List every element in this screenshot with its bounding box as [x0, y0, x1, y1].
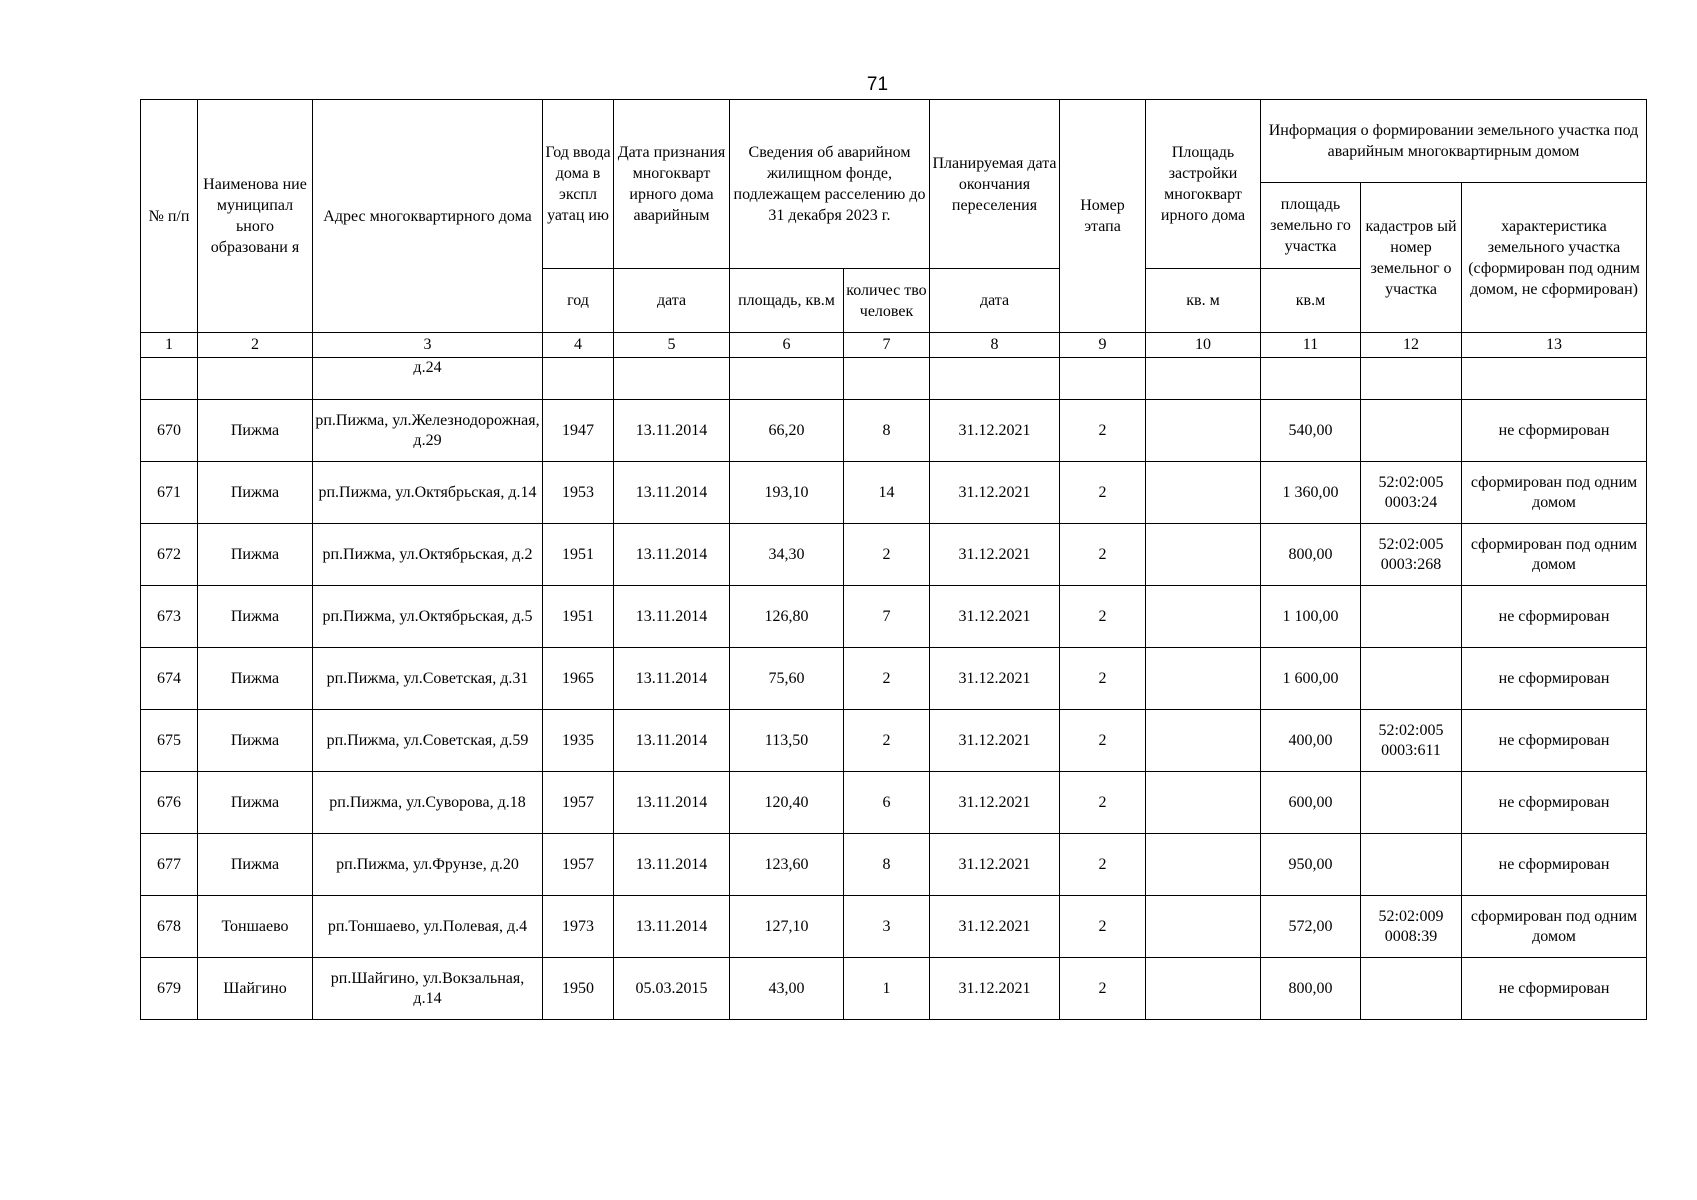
stage-cell: 2	[1060, 834, 1146, 896]
table-row	[141, 400, 1647, 462]
people-cell: 7	[844, 586, 930, 648]
cadastral-cell: 52:02:005 0003:611	[1361, 710, 1462, 772]
date-recognized-cell: 13.11.2014	[614, 524, 730, 586]
header-year: Год ввода дома в экспл уатац ию	[543, 100, 614, 269]
column-number: 11	[1261, 333, 1361, 358]
land-area-cell: 572,00	[1261, 896, 1361, 958]
unit-planned-date: дата	[930, 269, 1060, 333]
land-area-cell: 800,00	[1261, 958, 1361, 1020]
column-number: 8	[930, 333, 1060, 358]
area-cell: 193,10	[730, 462, 844, 524]
planned-date-cell: 31.12.2021	[930, 648, 1060, 710]
row-number: 677	[141, 834, 198, 896]
header-land-char: характеристика земельного участка (сформирован под одним домом, не сформирован)	[1462, 183, 1647, 333]
municipality-cell: Пижма	[198, 400, 313, 462]
people-cell: 2	[844, 710, 930, 772]
table-row	[141, 524, 1647, 586]
built-area-cell	[1146, 772, 1261, 834]
land-char-cell: не сформирован	[1462, 400, 1647, 462]
row-number: 675	[141, 710, 198, 772]
stage-cell: 2	[1060, 772, 1146, 834]
address-cell: рп.Пижма, ул.Советская, д.59	[313, 710, 543, 772]
people-cell: 14	[844, 462, 930, 524]
municipality-cell: Пижма	[198, 772, 313, 834]
municipality-cell: Пижма	[198, 834, 313, 896]
stage-cell: 2	[1060, 648, 1146, 710]
area-cell: 123,60	[730, 834, 844, 896]
planned-date-cell: 31.12.2021	[930, 834, 1060, 896]
header-date-recognized: Дата признания многокварт ирного дома аварийным	[614, 100, 730, 269]
cadastral-cell: 52:02:005 0003:24	[1361, 462, 1462, 524]
land-area-cell: 1 600,00	[1261, 648, 1361, 710]
land-char-cell: не сформирован	[1462, 710, 1647, 772]
municipality-cell: Пижма	[198, 648, 313, 710]
column-number: 5	[614, 333, 730, 358]
table-row	[141, 834, 1647, 896]
built-area-cell	[1146, 648, 1261, 710]
row-number: 673	[141, 586, 198, 648]
people-cell: 8	[844, 400, 930, 462]
unit-built-area: кв. м	[1146, 269, 1261, 333]
land-area-cell: 540,00	[1261, 400, 1361, 462]
table-row	[141, 586, 1647, 648]
land-char-cell: сформирован под одним домом	[1462, 896, 1647, 958]
row-number: 670	[141, 400, 198, 462]
municipality-cell: Пижма	[198, 524, 313, 586]
date-recognized-cell: 13.11.2014	[614, 462, 730, 524]
date-recognized-cell: 13.11.2014	[614, 648, 730, 710]
continuation-address: д.24	[313, 358, 543, 400]
column-number: 4	[543, 333, 614, 358]
row-number: 672	[141, 524, 198, 586]
land-char-cell: не сформирован	[1462, 834, 1647, 896]
table-body	[141, 358, 1647, 1020]
built-area-cell	[1146, 896, 1261, 958]
address-cell: рп.Пижма, ул.Октябрьская, д.5	[313, 586, 543, 648]
header-municipality: Наименова ние муниципал ьного образовани я	[198, 100, 313, 333]
land-area-cell: 800,00	[1261, 524, 1361, 586]
land-area-cell: 950,00	[1261, 834, 1361, 896]
stage-cell: 2	[1060, 586, 1146, 648]
land-area-cell: 1 360,00	[1261, 462, 1361, 524]
row-number: 671	[141, 462, 198, 524]
people-cell: 8	[844, 834, 930, 896]
year-cell: 1965	[543, 648, 614, 710]
land-char-cell: не сформирован	[1462, 586, 1647, 648]
people-cell: 1	[844, 958, 930, 1020]
built-area-cell	[1146, 400, 1261, 462]
land-area-cell: 400,00	[1261, 710, 1361, 772]
land-char-cell: не сформирован	[1462, 958, 1647, 1020]
area-cell: 75,60	[730, 648, 844, 710]
year-cell: 1957	[543, 772, 614, 834]
date-recognized-cell: 13.11.2014	[614, 400, 730, 462]
row-number: 674	[141, 648, 198, 710]
area-cell: 43,00	[730, 958, 844, 1020]
cadastral-cell	[1361, 586, 1462, 648]
unit-date: дата	[614, 269, 730, 333]
column-number: 10	[1146, 333, 1261, 358]
cadastral-cell	[1361, 834, 1462, 896]
built-area-cell	[1146, 524, 1261, 586]
year-cell: 1947	[543, 400, 614, 462]
table-row	[141, 648, 1647, 710]
unit-people: количес тво человек	[844, 269, 930, 333]
address-cell: рп.Пижма, ул.Фрунзе, д.20	[313, 834, 543, 896]
header-stage: Номер этапа	[1060, 100, 1146, 333]
area-cell: 120,40	[730, 772, 844, 834]
people-cell: 2	[844, 524, 930, 586]
year-cell: 1951	[543, 586, 614, 648]
cadastral-cell: 52:02:009 0008:39	[1361, 896, 1462, 958]
page-number: 71	[866, 74, 889, 95]
planned-date-cell: 31.12.2021	[930, 524, 1060, 586]
cadastral-cell	[1361, 958, 1462, 1020]
municipality-cell: Пижма	[198, 586, 313, 648]
built-area-cell	[1146, 710, 1261, 772]
column-number: 3	[313, 333, 543, 358]
planned-date-cell: 31.12.2021	[930, 400, 1060, 462]
planned-date-cell: 31.12.2021	[930, 896, 1060, 958]
people-cell: 6	[844, 772, 930, 834]
year-cell: 1973	[543, 896, 614, 958]
area-cell: 34,30	[730, 524, 844, 586]
year-cell: 1935	[543, 710, 614, 772]
planned-date-cell: 31.12.2021	[930, 586, 1060, 648]
stage-cell: 2	[1060, 462, 1146, 524]
area-cell: 66,20	[730, 400, 844, 462]
people-cell: 3	[844, 896, 930, 958]
planned-date-cell: 31.12.2021	[930, 710, 1060, 772]
land-area-cell: 1 100,00	[1261, 586, 1361, 648]
header-built-area: Площадь застройки многокварт ирного дома	[1146, 100, 1261, 269]
header-address: Адрес многоквартирного дома	[313, 100, 543, 333]
year-cell: 1950	[543, 958, 614, 1020]
land-char-cell: сформирован под одним домом	[1462, 524, 1647, 586]
municipality-cell: Пижма	[198, 462, 313, 524]
column-number: 12	[1361, 333, 1462, 358]
column-number: 1	[141, 333, 198, 358]
column-number: 6	[730, 333, 844, 358]
address-cell: рп.Пижма, ул.Октябрьская, д.2	[313, 524, 543, 586]
address-cell: рп.Тоншаево, ул.Полевая, д.4	[313, 896, 543, 958]
row-number: 679	[141, 958, 198, 1020]
built-area-cell	[1146, 462, 1261, 524]
column-number: 7	[844, 333, 930, 358]
column-number: 9	[1060, 333, 1146, 358]
date-recognized-cell: 13.11.2014	[614, 772, 730, 834]
land-char-cell: не сформирован	[1462, 648, 1647, 710]
header-planned-date: Планируемая дата окончания переселения	[930, 100, 1060, 269]
stage-cell: 2	[1060, 710, 1146, 772]
address-cell: рп.Шайгино, ул.Вокзальная, д.14	[313, 958, 543, 1020]
stage-cell: 2	[1060, 524, 1146, 586]
column-number: 2	[198, 333, 313, 358]
cadastral-cell	[1361, 772, 1462, 834]
unit-year: год	[543, 269, 614, 333]
planned-date-cell: 31.12.2021	[930, 462, 1060, 524]
cadastral-cell	[1361, 400, 1462, 462]
column-number: 13	[1462, 333, 1647, 358]
header-fund-info: Сведения об аварийном жилищном фонде, подлежащем расселению до 31 декабря 2023 г.	[730, 100, 930, 269]
municipality-cell: Пижма	[198, 710, 313, 772]
built-area-cell	[1146, 586, 1261, 648]
year-cell: 1953	[543, 462, 614, 524]
municipality-cell: Шайгино	[198, 958, 313, 1020]
stage-cell: 2	[1060, 958, 1146, 1020]
row-number: 678	[141, 896, 198, 958]
built-area-cell	[1146, 834, 1261, 896]
header-cadastral: кадастров ый номер земельног о участка	[1361, 183, 1462, 333]
planned-date-cell: 31.12.2021	[930, 958, 1060, 1020]
people-cell: 2	[844, 648, 930, 710]
date-recognized-cell: 13.11.2014	[614, 896, 730, 958]
header-land-area: площадь земельно го участка	[1261, 183, 1361, 269]
land-char-cell: не сформирован	[1462, 772, 1647, 834]
stage-cell: 2	[1060, 896, 1146, 958]
municipality-cell: Тоншаево	[198, 896, 313, 958]
stage-cell: 2	[1060, 400, 1146, 462]
built-area-cell	[1146, 958, 1261, 1020]
row-number: 676	[141, 772, 198, 834]
year-cell: 1951	[543, 524, 614, 586]
continuation-row	[141, 358, 1647, 400]
area-cell: 113,50	[730, 710, 844, 772]
planned-date-cell: 31.12.2021	[930, 772, 1060, 834]
date-recognized-cell: 13.11.2014	[614, 586, 730, 648]
table-header	[141, 100, 1647, 358]
unit-land-area: кв.м	[1261, 269, 1361, 333]
address-cell: рп.Пижма, ул.Октябрьская, д.14	[313, 462, 543, 524]
date-recognized-cell: 13.11.2014	[614, 710, 730, 772]
cadastral-cell: 52:02:005 0003:268	[1361, 524, 1462, 586]
year-cell: 1957	[543, 834, 614, 896]
date-recognized-cell: 05.03.2015	[614, 958, 730, 1020]
land-char-cell: сформирован под одним домом	[1462, 462, 1647, 524]
address-cell: рп.Пижма, ул.Железнодорожная, д.29	[313, 400, 543, 462]
table-row	[141, 772, 1647, 834]
column-number-row	[141, 333, 1647, 358]
table-row	[141, 710, 1647, 772]
table-row	[141, 958, 1647, 1020]
header-land-info: Информация о формировании земельного участка под аварийным многоквартирным домом	[1261, 100, 1647, 183]
header-n: № п/п	[141, 100, 198, 333]
address-cell: рп.Пижма, ул.Советская, д.31	[313, 648, 543, 710]
address-cell: рп.Пижма, ул.Суворова, д.18	[313, 772, 543, 834]
area-cell: 127,10	[730, 896, 844, 958]
date-recognized-cell: 13.11.2014	[614, 834, 730, 896]
table-row	[141, 896, 1647, 958]
emergency-housing-table	[140, 99, 1647, 1020]
table-row	[141, 462, 1647, 524]
cadastral-cell	[1361, 648, 1462, 710]
area-cell: 126,80	[730, 586, 844, 648]
unit-area: площадь, кв.м	[730, 269, 844, 333]
land-area-cell: 600,00	[1261, 772, 1361, 834]
